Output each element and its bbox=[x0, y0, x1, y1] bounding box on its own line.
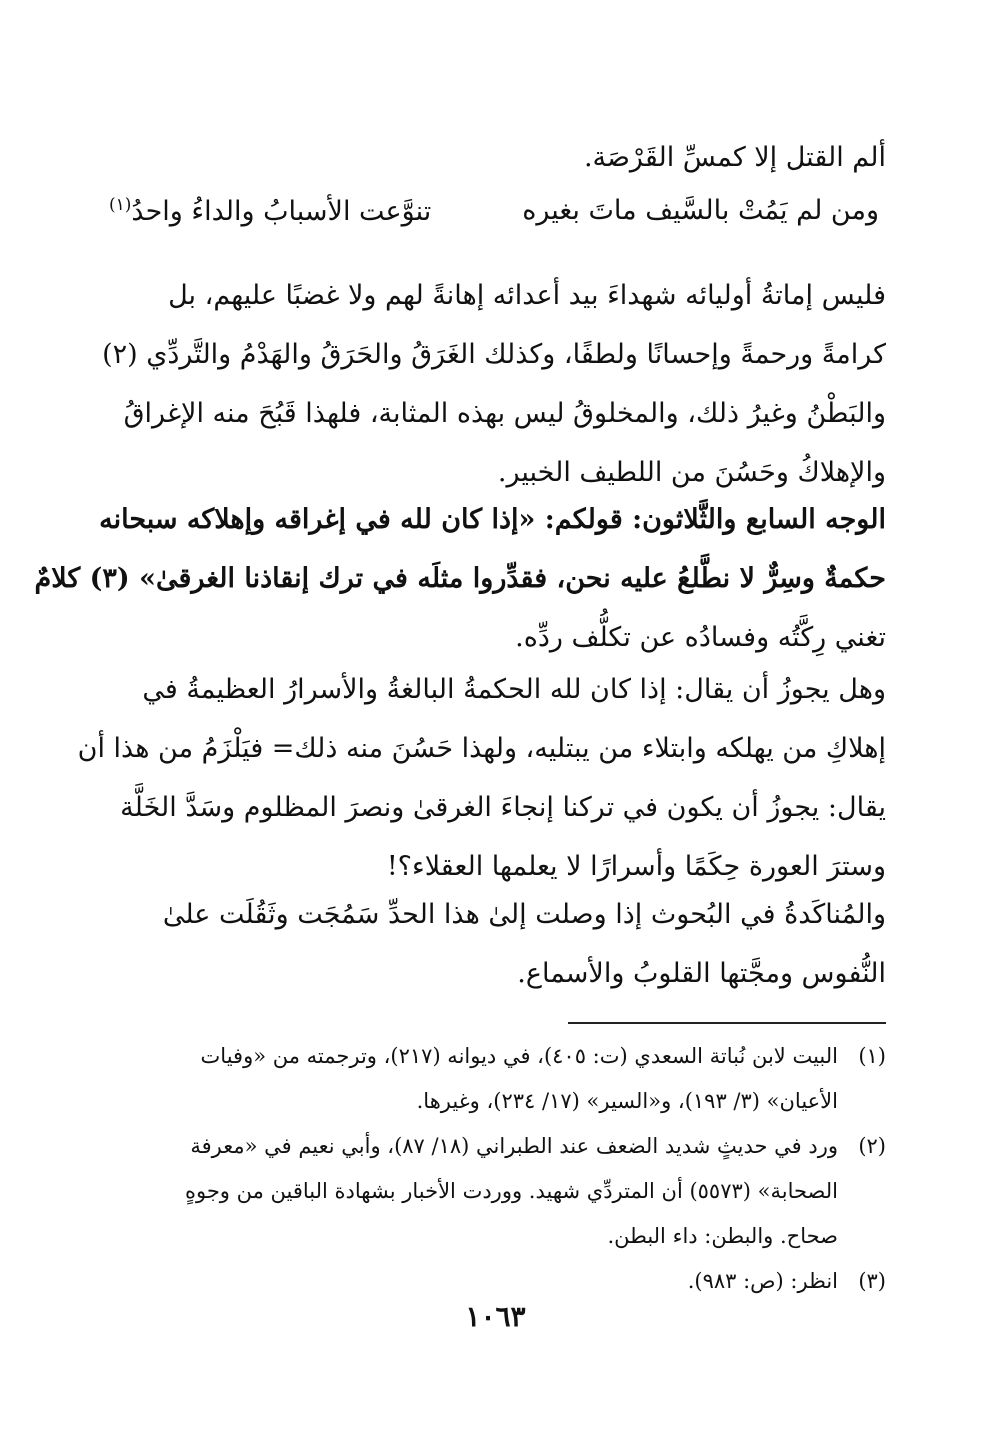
footnote-text: ورد في حديثٍ شديد الضعف عند الطبراني (١٨/ ٨٧)، وأبي نعيم في «معرفة bbox=[190, 1134, 838, 1158]
footnote-separator bbox=[568, 1022, 886, 1024]
footnote-2-line: صحاح. والبطن: داء البطن. bbox=[607, 1224, 838, 1248]
footnotes bbox=[101, 1034, 886, 1304]
footnote-number: (١) bbox=[858, 1044, 886, 1068]
paragraph-line: وهل يجوزُ أن يقال: إذا كان لله الحكمةُ البالغةُ والأسرارُ العظيمةُ في bbox=[142, 674, 886, 705]
page-number: ١٠٦٣ bbox=[465, 1300, 526, 1333]
footnote-2-line bbox=[101, 1124, 886, 1169]
intro-text: ألم القتل إلا كمسِّ القَرْصَة. bbox=[583, 142, 886, 173]
paragraph-line: يقال: يجوزُ أن يكون في تركنا إنجاءَ الغرقىٰ ونصرَ المظلوم وسَدَّ الخَلَّة bbox=[120, 792, 886, 823]
footnote-1-line: الأعيان» (٣/ ١٩٣)، و«السير» (١٧/ ٢٣٤)، وغيرها. bbox=[416, 1089, 838, 1113]
footnote-text: انظر: (ص: ٩٨٣). bbox=[687, 1269, 838, 1293]
verse-footnote-ref: (١) bbox=[109, 195, 132, 215]
poetry-verse bbox=[109, 195, 879, 245]
verse-right-hemistich: ومن لم يَمُتْ بالسَّيف ماتَ بغيره bbox=[522, 195, 879, 226]
paragraph-3 bbox=[77, 660, 886, 896]
paragraph-2 bbox=[34, 490, 886, 667]
paragraph-line: وسترَ العورة حِكَمًا وأسرارًا لا يعلمها العقلاء؟! bbox=[386, 851, 886, 882]
paragraph-line: كرامةً ورحمةً وإحسانًا ولطفًا، وكذلك الغَرَقُ والحَرَقُ والهَدْمُ والتَّردِّي (٢) bbox=[102, 339, 886, 370]
paragraph-line: إهلاكِ من يهلكه وابتلاء من يبتليه، ولهذا حَسُنَ منه ذلك= فيَلْزَمُ من هذا أن bbox=[77, 733, 886, 764]
intro-line bbox=[101, 128, 886, 187]
footnote-number: (٣) bbox=[858, 1269, 886, 1293]
footnote-number: (٢) bbox=[858, 1134, 886, 1158]
footnote-text: البيت لابن نُباتة السعدي (ت: ٤٠٥)، في ديوانه (٢١٧)، وترجمته من «وفيات bbox=[200, 1044, 838, 1068]
paragraph-4 bbox=[101, 885, 886, 1003]
verse-left-hemistich bbox=[109, 195, 431, 227]
paragraph-line: تغني رِكَّتُه وفسادُه عن تكلُّف ردِّه. bbox=[515, 622, 886, 653]
paragraph-line: النُّفوس ومجَّتها القلوبُ والأسماع. bbox=[517, 958, 886, 989]
footnote-1-line bbox=[101, 1034, 886, 1079]
paragraph-1 bbox=[101, 266, 886, 502]
paragraph-line: والمُناكَدةُ في البُحوث إذا وصلت إلىٰ هذا الحدِّ سَمُجَت وثَقُلَت علىٰ bbox=[162, 899, 886, 930]
paragraph-line: الوجه السابع والثَّلاثون: قولكم: «إذا كان لله في إغراقه وإهلاكه سبحانه bbox=[99, 504, 886, 535]
footnote-3-line bbox=[101, 1259, 886, 1304]
verse-left-text: تنوَّعت الأسبابُ والداءُ واحدُ bbox=[131, 196, 432, 227]
footnote-2-line: الصحابة» (٥٥٧٣) أن المتردِّي شهيد. ووردت الأخبار بشهادة الباقين من وجوهٍ bbox=[184, 1179, 838, 1203]
paragraph-line: والإهلاكُ وحَسُنَ من اللطيف الخبير. bbox=[497, 457, 886, 488]
paragraph-line: حكمةٌ وسِرٌّ لا نطَّلعُ عليه نحن، فقدِّروا مثلَه في ترك إنقاذنا الغرقىٰ» (٣) كلامٌ bbox=[34, 563, 886, 594]
paragraph-line: والبَطْنُ وغيرُ ذلك، والمخلوقُ ليس بهذه المثابة، فلهذا قَبُحَ منه الإغراقُ bbox=[123, 398, 886, 429]
paragraph-line: فليس إماتةُ أوليائه شهداءَ بيد أعدائه إهانةً لهم ولا غضبًا عليهم، بل bbox=[168, 280, 886, 311]
